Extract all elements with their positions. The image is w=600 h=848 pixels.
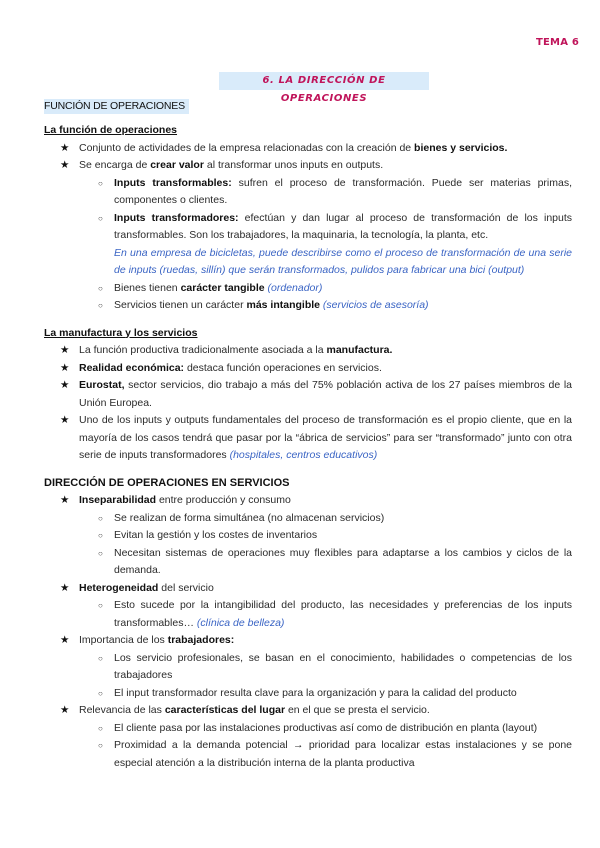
star-bullet-icon: ★ — [60, 414, 70, 426]
star-bullet-icon: ★ — [60, 361, 70, 374]
sub-bullet-item: ○ Esto sucede por la intangibilidad del producto, las necesidades y preferencias de los inputs transformables… (clínica de belleza) — [98, 599, 572, 629]
bullet-item: ★ Se encarga de crear valor al transformar unos inputs en outputs. — [44, 157, 572, 175]
sub-bullet-item: ○ Inputs transformables: sufren el proceso de transformación. Puede ser materias primas, componentes o clientes. — [98, 176, 572, 206]
circle-bullet-icon: ○ — [98, 653, 103, 663]
sub-bullet-item: ○ Inputs transformadores: efectúan y dan lugar al proceso de transformación de los inputs transformables. Son los trabajadores, la maquinaria, la tecnología, la planta, etc. En una empresa de bicicletas, puede describirse como el proceso de transformación de una serie de inputs (ruedas, sillín) que serán transformados, pulidos para fabricar una bici (output) — [98, 211, 573, 276]
circle-bullet-icon: ○ — [98, 688, 103, 698]
sub-bullet-item: ○ Servicios tienen un carácter más intangible (servicios de asesoría) — [44, 297, 572, 315]
sub-bullet-item: ○ Necesitan sistemas de operaciones muy flexibles para adaptarse a los cambios y ciclos de la demanda. — [98, 546, 572, 576]
sub-bullet-item: ○ Se realizan de forma simultánea (no almacenan servicios) — [44, 510, 572, 528]
star-bullet-icon: ★ — [60, 704, 70, 716]
circle-bullet-icon: ○ — [98, 531, 103, 540]
subheading-direccion: DIRECCIÓN DE OPERACIONES EN SERVICIOS — [44, 476, 290, 489]
bullet-item: ★ Uno de los inputs y outputs fundamentales del proceso de transformación es el propio cliente, que en la mayoría de los casos tendrá que pasar por la “ábrica de servicios” para ser “transformado” junto con otra serie de inputs transformadores (hospitales, centros educativos) — [60, 414, 572, 461]
sub-bullet-item: ○ El cliente pasa por las instalaciones productivas así como de distribución en planta (layout) — [44, 720, 572, 738]
subheading-funcion: La función de operaciones — [44, 124, 178, 136]
sub-bullet-item: ○ El input transformador resulta clave para la organización y para la calidad del producto — [44, 685, 572, 703]
star-bullet-icon: ★ — [60, 634, 70, 646]
circle-bullet-icon: ○ — [98, 548, 103, 558]
bullet-item: ★ Realidad económica: destaca función operaciones en servicios. — [44, 360, 572, 378]
star-bullet-icon: ★ — [60, 581, 70, 594]
bullet-item: ★ Heterogeneidad del servicio — [44, 580, 572, 598]
circle-bullet-icon: ○ — [98, 601, 103, 610]
circle-bullet-icon: ○ — [98, 723, 103, 733]
bullet-item: ★ Relevancia de las características del lugar en el que se presta el servicio. — [44, 702, 572, 720]
circle-bullet-icon: ○ — [98, 178, 103, 188]
star-bullet-icon: ★ — [60, 344, 70, 356]
example-text: En una empresa de bicicletas, puede describirse como el proceso de transformación de una serie de inputs (ruedas, sillín) que serán transformados, pulidos para fabricar una bici (output) — [114, 246, 572, 276]
sub-bullet-item: ○ Bienes tienen carácter tangible (ordenador) — [44, 280, 572, 298]
circle-bullet-icon: ○ — [98, 213, 103, 223]
circle-bullet-icon: ○ — [98, 301, 103, 310]
circle-bullet-icon: ○ — [98, 741, 103, 750]
star-bullet-icon: ★ — [60, 141, 70, 154]
star-bullet-icon: ★ — [60, 159, 70, 171]
star-bullet-icon: ★ — [60, 494, 70, 506]
circle-bullet-icon: ○ — [98, 513, 103, 523]
document-body — [44, 122, 572, 772]
bullet-item: ★ Conjunto de actividades de la empresa relacionadas con la creación de bienes y servicios. — [44, 140, 572, 158]
bullet-item: ★ Importancia de los trabajadores: — [44, 632, 572, 650]
topic-label: TEMA 6 — [536, 37, 579, 48]
section-heading: FUNCIÓN DE OPERACIONES — [44, 99, 189, 114]
circle-bullet-icon: ○ — [98, 283, 103, 293]
bullet-item: ★ Inseparabilidad entre producción y consumo — [44, 492, 572, 510]
sub-bullet-item: ○ Proximidad a la demanda potencial → prioridad para localizar estas instalaciones y se pone especial atención a la distribución interna de la planta productiva — [98, 739, 572, 769]
sub-bullet-item: ○ Evitan la gestión y los costes de inventarios — [44, 527, 572, 545]
star-bullet-icon: ★ — [60, 379, 70, 391]
subheading-manufactura: La manufactura y los servicios — [44, 326, 198, 339]
sub-bullet-item: ○ Los servicio profesionales, se basan en el conocimiento, habilidades o competencias de los trabajadores — [98, 651, 572, 681]
bullet-item: ★ La función productiva tradicionalmente asociada a la manufactura. — [44, 342, 572, 360]
bullet-item: ★ Eurostat, sector servicios, dio trabajo a más del 75% población activa de los 27 países miembros de la Unión Europea. — [60, 379, 572, 409]
page-title: 6. LA DIRECCIÓN DE OPERACIONES — [219, 72, 429, 90]
